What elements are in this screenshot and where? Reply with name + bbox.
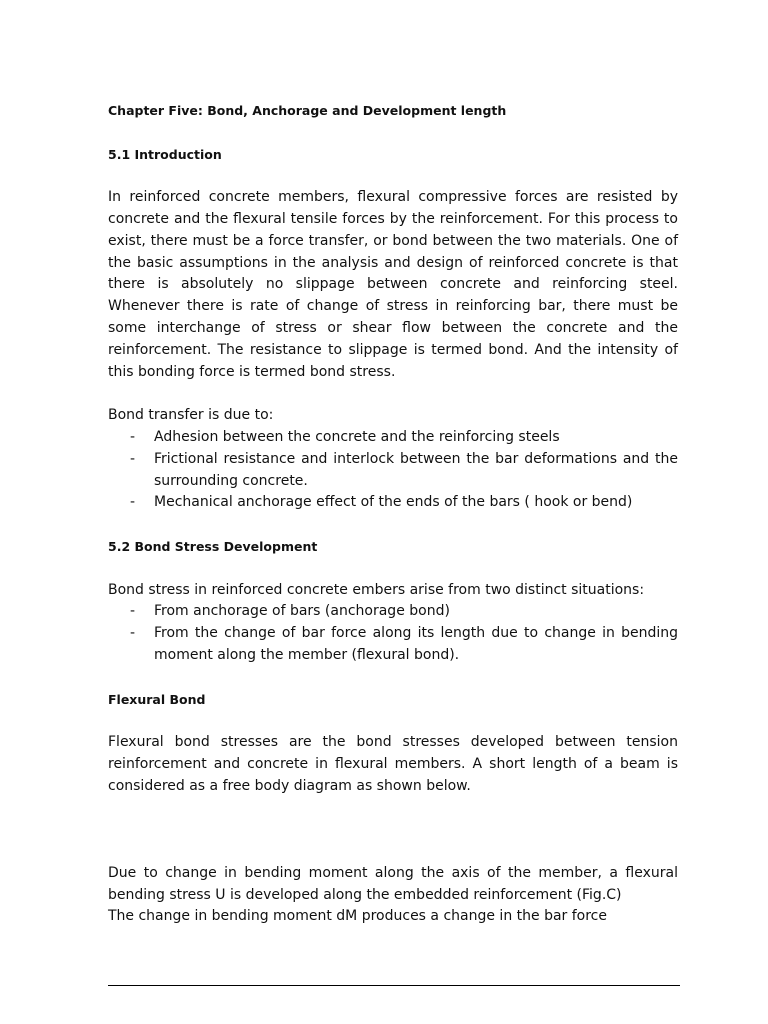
introduction-paragraph: In reinforced concrete members, flexural compressive forces are resisted by concrete and the flexural tensile forces by the reinforcement. For this process to exist, there must be a force transfer, or bond between the two materials. One of the basic assumptions in the analysis and design of reinforced concrete is that there is absolutely no slippage between concrete and reinforcing steel. Whenever there is rate of change of stress in reinforcing bar, there must be some interchange of stress or shear flow between the concrete and the reinforcement. The resistance to slippage is termed bond. And the intensity of this bonding force is termed bond stress.	[108, 189, 678, 380]
chapter-title: Chapter Five: Bond, Anchorage and Development length	[108, 103, 507, 118]
list-bullet: -	[130, 428, 136, 445]
bond-stress-list	[108, 601, 678, 666]
list-item: - Adhesion between the concrete and the reinforcing steels	[108, 427, 678, 449]
list-item: - From the change of bar force along its length due to change in bending moment along the member (flexural bond).	[130, 625, 678, 663]
document-page	[108, 100, 678, 928]
bending-moment-paragraph: Due to change in bending moment along the axis of the member, a flexural bending stress U is developed along the embedded reinforcement (Fig.C)	[108, 864, 678, 903]
section-heading-flexural-bond: Flexural Bond	[108, 691, 206, 707]
list-item: - Frictional resistance and interlock between the bar deformations and the surrounding concrete.	[130, 450, 678, 489]
bond-stress-intro: Bond stress in reinforced concrete embers arise from two distinct situations:	[108, 581, 645, 598]
list-bullet: -	[130, 625, 136, 642]
list-bullet: -	[130, 603, 136, 620]
section-heading-introduction: 5.1 Introduction	[108, 146, 222, 162]
list-bullet: -	[130, 494, 136, 511]
list-item: - From anchorage of bars (anchorage bond)	[108, 601, 678, 623]
bond-transfer-list	[108, 427, 678, 514]
bar-force-paragraph: The change in bending moment dM produces a change in the bar force	[108, 908, 607, 925]
list-item: - Mechanical anchorage effect of the ends of the bars ( hook or bend)	[108, 492, 678, 514]
footer-divider	[108, 985, 680, 986]
bond-transfer-intro: Bond transfer is due to:	[108, 407, 274, 424]
section-heading-bond-stress: 5.2 Bond Stress Development	[108, 538, 318, 554]
flexural-bond-paragraph: Flexural bond stresses are the bond stresses developed between tension reinforcement and concrete in flexural members. A short length of a beam is considered as a free body diagram as shown below.	[108, 734, 678, 794]
list-bullet: -	[130, 450, 136, 467]
